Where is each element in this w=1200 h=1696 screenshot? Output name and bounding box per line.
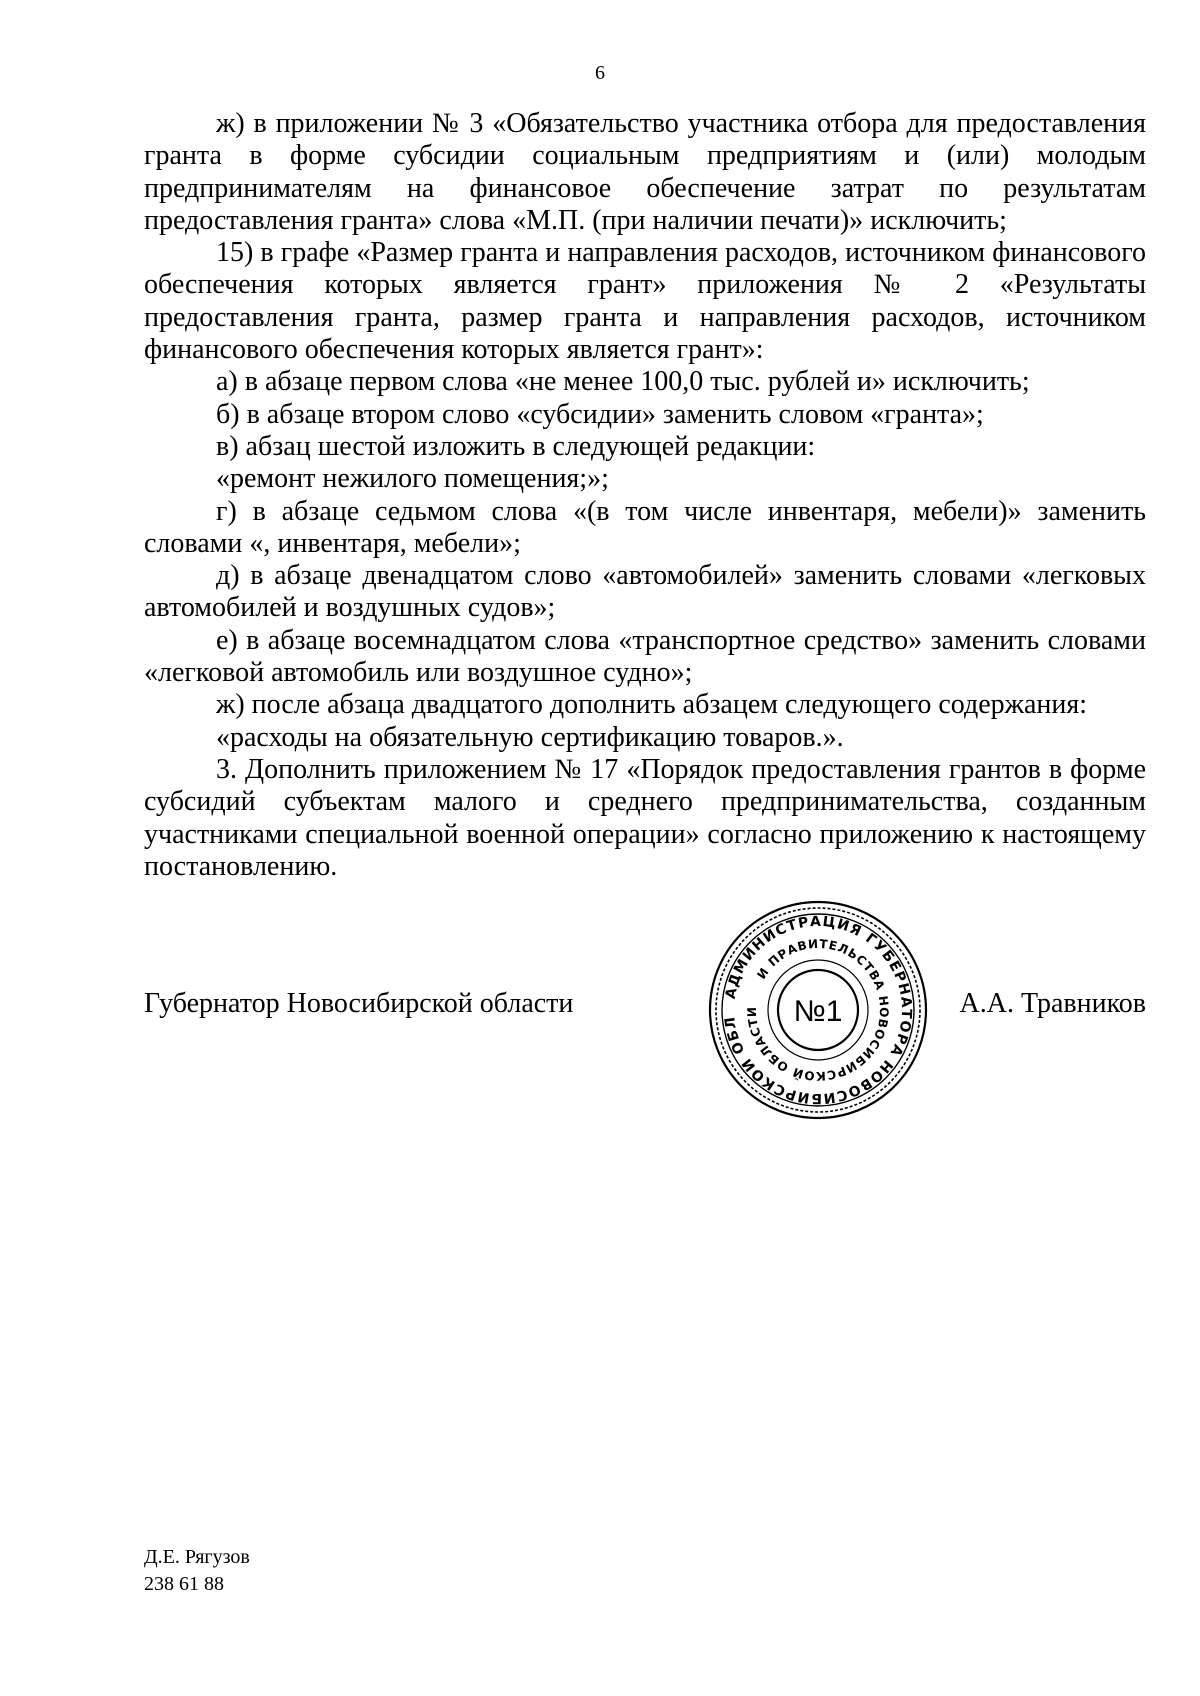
seal-inner-text: И ПРАВИТЕЛЬСТВА НОВОСИБИРСКОЙ ОБЛАСТИ: [744, 936, 892, 1084]
seal-center-number: №1: [793, 995, 843, 1028]
document-body: [144, 108, 1146, 883]
paragraph-b: б) в абзаце втором слово «субсидии» заменить словом «гранта»;: [216, 398, 984, 430]
paragraph-v: в) абзац шестой изложить в следующей редакции:: [216, 430, 816, 462]
paragraph-zh: ж) после абзаца двадцатого дополнить абзацем следующего содержания:: [216, 689, 1088, 721]
executor-phone: 238 61 88: [144, 1573, 224, 1595]
paragraph-item-3: 3. Дополнить приложением № 17 «Порядок предоставления грантов в форме субсидий субъектам малого и среднего предпринимательства, созданным участниками специальной военной операции» согласно приложению к настоящему постановлению.: [144, 753, 1146, 882]
executor-info: [144, 1544, 250, 1598]
signature-block: [144, 988, 1146, 1028]
signer-title: Губернатор Новосибирской области: [144, 988, 574, 1019]
signer-name: А.А. Травников: [959, 988, 1146, 1019]
paragraph-item-15: 15) в графе «Размер гранта и направления расходов, источником финансового обеспечения которых является грант» приложения № 2 «Результаты предоставления гранта, размер гранта и направления расходов, источником финансового обеспечения которых является грант»:: [144, 237, 1146, 366]
paragraph-zh-appendix-3: ж) в приложении № 3 «Обязательство участника отбора для предоставления гранта в форме субсидии социальным предприятиям и (или) молодым предпринимателям на финансовое обеспечение затрат по результатам предоставления гранта» слова «М.П. (при наличии печати)» исключить;: [144, 108, 1146, 236]
paragraph-g: г) в абзаце седьмом слова «(в том числе инвентаря, мебели)» заменить словами «, инвентаря, мебели»;: [144, 495, 1146, 559]
page-number: 6: [595, 62, 605, 84]
seal-outer-text: АДМИНИСТРАЦИЯ ГУБЕРНАТОРА НОВОСИБИРСКОЙ ОБЛ: [722, 913, 915, 1107]
paragraph-d: д) в абзаце двенадцатом слово «автомобилей» заменить словами «легковых автомобилей и воздушных судов»;: [144, 560, 1146, 624]
paragraph-e: е) в абзаце восемнадцатом слова «транспортное средство» заменить словами «легковой автомобиль или воздушное судно»;: [144, 624, 1146, 689]
paragraph-a: а) в абзаце первом слова «не менее 100,0 тыс. рублей и» исключить;: [216, 366, 1030, 398]
executor-name: Д.Е. Рягузов: [144, 1546, 250, 1568]
paragraph-zh-quote: «расходы на обязательную сертификацию товаров.».: [216, 721, 844, 753]
paragraph-v-quote: «ремонт нежилого помещения;»;: [216, 463, 609, 495]
